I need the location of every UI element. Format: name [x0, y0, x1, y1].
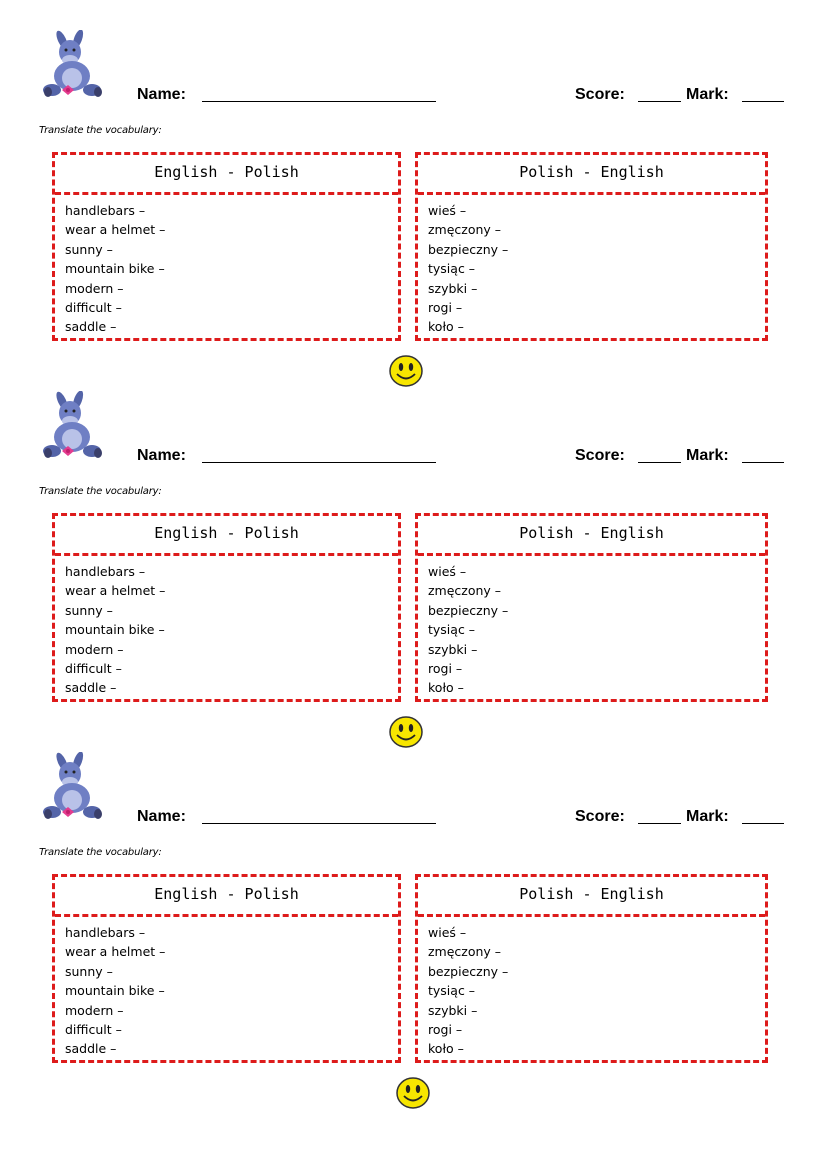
list-item: handlebars – — [65, 925, 146, 940]
table-header-row — [55, 155, 398, 195]
quiz-section-3 — [0, 722, 821, 1083]
mark-label: Mark: — [686, 86, 729, 103]
list-item: saddle – — [65, 680, 117, 696]
score-write-line[interactable] — [638, 462, 681, 463]
list-item: sunny – — [65, 963, 113, 979]
table-header-row — [418, 516, 765, 556]
list-item: szybki – — [428, 280, 478, 296]
smiley-face-icon — [395, 1076, 431, 1110]
vocabulary-list — [65, 201, 165, 337]
list-item: saddle – — [65, 319, 117, 335]
list-item: difficult – — [65, 1021, 122, 1037]
list-item: szybki – — [428, 1002, 478, 1018]
table-title: Polish - English — [519, 524, 664, 542]
table-header-row — [55, 516, 398, 556]
table-header-row — [55, 877, 398, 917]
list-item: handlebars – — [65, 564, 146, 579]
score-write-line[interactable] — [638, 101, 681, 102]
table-title: Polish - English — [519, 885, 664, 903]
list-item: bezpieczny – — [428, 241, 509, 257]
list-item: modern – — [65, 641, 124, 657]
list-item: rogi – — [428, 660, 463, 676]
quiz-section-1 — [0, 0, 821, 361]
vocabulary-list — [428, 562, 508, 698]
list-item: mountain bike – — [65, 983, 165, 999]
name-label: Name: — [137, 447, 186, 464]
list-item: sunny – — [65, 241, 113, 257]
table-header-row — [418, 155, 765, 195]
instruction-text: Translate the vocabulary: — [39, 125, 162, 136]
list-item: koło – — [428, 1041, 464, 1057]
list-item: koło – — [428, 319, 464, 335]
name-write-line[interactable] — [202, 101, 436, 102]
donkey-mascot-icon — [38, 391, 112, 461]
list-item: wear a helmet – — [65, 583, 166, 599]
list-item: rogi – — [428, 1021, 463, 1037]
table-title: English - Polish — [154, 524, 299, 542]
name-write-line[interactable] — [202, 823, 436, 824]
english-polish-table — [52, 513, 401, 702]
score-label: Score: — [575, 447, 625, 464]
polish-english-table — [415, 513, 768, 702]
list-item: wear a helmet – — [65, 944, 166, 960]
list-item: mountain bike – — [65, 622, 165, 638]
list-item: zmęczony – — [428, 583, 502, 599]
table-title: English - Polish — [154, 163, 299, 181]
list-item: tysiąc – — [428, 261, 476, 277]
list-item: saddle – — [65, 1041, 117, 1057]
list-item: handlebars – — [65, 203, 146, 218]
table-title: English - Polish — [154, 885, 299, 903]
list-item: modern – — [65, 1002, 124, 1018]
vocabulary-list — [428, 923, 508, 1059]
list-item: tysiąc – — [428, 622, 476, 638]
list-item: bezpieczny – — [428, 602, 509, 618]
vocabulary-list — [65, 562, 165, 698]
mark-write-line[interactable] — [742, 101, 784, 102]
name-write-line[interactable] — [202, 462, 436, 463]
instruction-text: Translate the vocabulary: — [39, 847, 162, 858]
table-title: Polish - English — [519, 163, 664, 181]
list-item: modern – — [65, 280, 124, 296]
list-item: sunny – — [65, 602, 113, 618]
list-item: rogi – — [428, 299, 463, 315]
list-item: wieś – — [428, 564, 467, 579]
donkey-mascot-icon — [38, 752, 112, 822]
list-item: szybki – — [428, 641, 478, 657]
vocabulary-list — [428, 201, 508, 337]
list-item: zmęczony – — [428, 944, 502, 960]
list-item: difficult – — [65, 299, 122, 315]
list-item: zmęczony – — [428, 222, 502, 238]
score-label: Score: — [575, 808, 625, 825]
polish-english-table — [415, 874, 768, 1063]
list-item: koło – — [428, 680, 464, 696]
list-item: mountain bike – — [65, 261, 165, 277]
table-header-row — [418, 877, 765, 917]
name-label: Name: — [137, 86, 186, 103]
list-item: wieś – — [428, 925, 467, 940]
list-item: wieś – — [428, 203, 467, 218]
list-item: difficult – — [65, 660, 122, 676]
mark-label: Mark: — [686, 447, 729, 464]
quiz-section-2 — [0, 361, 821, 722]
english-polish-table — [52, 874, 401, 1063]
mark-write-line[interactable] — [742, 823, 784, 824]
polish-english-table — [415, 152, 768, 341]
english-polish-table — [52, 152, 401, 341]
score-write-line[interactable] — [638, 823, 681, 824]
mark-write-line[interactable] — [742, 462, 784, 463]
score-label: Score: — [575, 86, 625, 103]
mark-label: Mark: — [686, 808, 729, 825]
donkey-mascot-icon — [38, 30, 112, 100]
vocabulary-list — [65, 923, 165, 1059]
name-label: Name: — [137, 808, 186, 825]
list-item: wear a helmet – — [65, 222, 166, 238]
instruction-text: Translate the vocabulary: — [39, 486, 162, 497]
list-item: tysiąc – — [428, 983, 476, 999]
list-item: bezpieczny – — [428, 963, 509, 979]
